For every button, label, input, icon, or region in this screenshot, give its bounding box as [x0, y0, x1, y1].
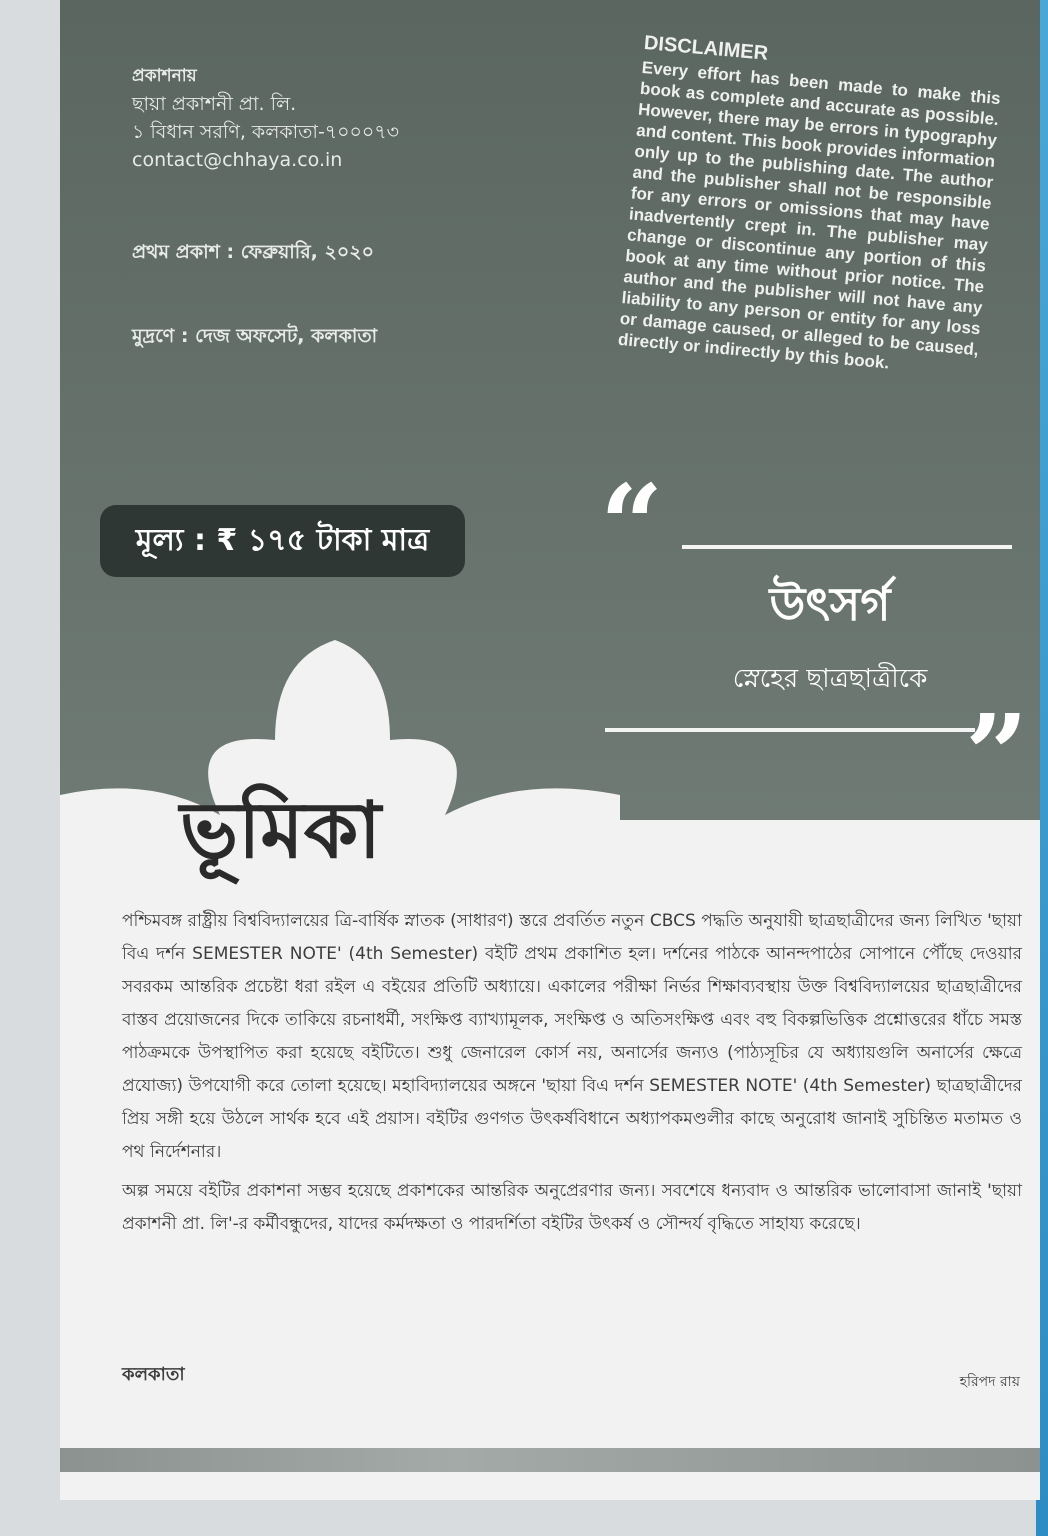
- disclaimer-block: [617, 32, 1003, 381]
- bottom-band: [60, 1448, 1040, 1472]
- open-quote-icon: “: [600, 460, 664, 589]
- introduction-body: [122, 905, 1022, 1247]
- introduction-title: ভূমিকা: [180, 786, 381, 876]
- dedication-divider-top: [682, 545, 1012, 549]
- price-text: মূল্য : ₹ ১৭৫ টাকা মাত্র: [135, 522, 430, 558]
- place-signoff: কলকাতা: [122, 1364, 185, 1385]
- publisher-email: contact@chhaya.co.in: [132, 149, 343, 171]
- dedication-subtitle: স্নেহের ছাত্রছাত্রীকে: [732, 664, 928, 694]
- publisher-name: ছায়া প্রকাশনী প্রা. লি.: [132, 93, 297, 115]
- book-page: [60, 0, 1040, 1500]
- price-badge: [100, 505, 465, 577]
- author-signoff: হরিপদ রায়: [959, 1374, 1020, 1390]
- dedication-divider-bottom: [605, 728, 975, 732]
- dedication-title: উৎসর্গ: [769, 577, 891, 631]
- disclaimer-title: DISCLAIMER: [643, 32, 769, 65]
- introduction-paragraph-1: পশ্চিমবঙ্গ রাষ্ট্রীয় বিশ্ববিদ্যালয়ের ত্রি-বার্ষিক স্নাতক (সাধারণ) স্তরে প্রবর্তিত নতুন CBCS পদ্ধতি অনুযায়ী ছাত্রছাত্রীদের জন্য লিখিত 'ছায়া বিএ দর্শন SEMESTER NOTE' (4th Semester) বইটি প্রথম প্রকাশিত হল। দর্শনের পাঠকে আনন্দপাঠের সোপানে পৌঁছে দেওয়ার সবরকম আন্তরিক প্রচেষ্টা ধরা রইল এ বইয়ের প্রতিটি অধ্যায়ে। একালের পরীক্ষা নির্ভর শিক্ষাব্যবস্থায় উক্ত বিশ্ববিদ্যালয়ের ছাত্রছাত্রীদের বাস্তব প্রয়োজনের দিকে তাকিয়ে রচনাধর্মী, সংক্ষিপ্ত ব্যাখ্যামূলক, সংক্ষিপ্ত ও অতিসংক্ষিপ্ত এবং বহু বিকল্পভিত্তিক প্রশ্নোত্তরের ধাঁচে সমস্ত পাঠক্রমকে উপস্থাপিত করা হয়েছে বইটিতে। শুধু জেনারেল কোর্স নয়, অনার্সের জন্যও (পাঠ্যসূচির যে অধ্যায়গুলি অনার্সের ক্ষেত্রে প্রযোজ্য) উপযোগী করে তোলা হয়েছে। মহাবিদ্যালয়ের অঙ্গনে 'ছায়া বিএ দর্শন SEMESTER NOTE' (4th Semester) ছাত্রছাত্রীদের প্রিয় সঙ্গী হয়ে উঠলে সার্থক হবে এই প্রয়াস। বইটির গুণগত উৎকর্ষবিধানে অধ্যাপকমণ্ডলীর কাছে অনুরোধ জানাই সুচিন্তিত মতামত ও পথ নির্দেশনার।: [122, 911, 1022, 1162]
- publisher-info: [132, 62, 572, 350]
- publisher-address: ১ বিধান সরণি, কলকাতা-৭০০০৭৩: [132, 121, 399, 143]
- disclaimer-text: Every effort has been made to make this book as complete and accurate as possible. However, there may be errors in typography and content. This book provides information only up to the publishing date. The author and the publisher shall not be responsible for any errors or omissions that may have inadvertently crept in. The publisher may change or discontinue any portion of this book at any time without prior notice. The author and the publisher will not have any liability to any person or entity for any loss or damage caused, or alleged to be caused, directly or indirectly by this book.: [617, 57, 1002, 373]
- publisher-label: প্রকাশনায়: [132, 66, 197, 86]
- close-quote-icon: ”: [965, 690, 1029, 819]
- introduction-paragraph-2: অল্প সময়ে বইটির প্রকাশনা সম্ভব হয়েছে প্রকাশকের আন্তরিক অনুপ্রেরণার জন্য। সবশেষে ধন্যবাদ ও আন্তরিক ভালোবাসা জানাই 'ছায়া প্রকাশনী প্রা. লি'-র কর্মীবন্ধুদের, যাদের কর্মদক্ষতা ও পারদর্শিতা বইটির উৎকর্ষ ও সৌন্দর্য বৃদ্ধিতে সাহায্য করেছে।: [122, 1181, 1022, 1234]
- first-edition: প্রথম প্রকাশ : ফেব্রুয়ারি, ২০২০: [132, 241, 374, 263]
- printer-info: মুদ্রণে : দেজ অফসেট, কলকাতা: [132, 325, 378, 347]
